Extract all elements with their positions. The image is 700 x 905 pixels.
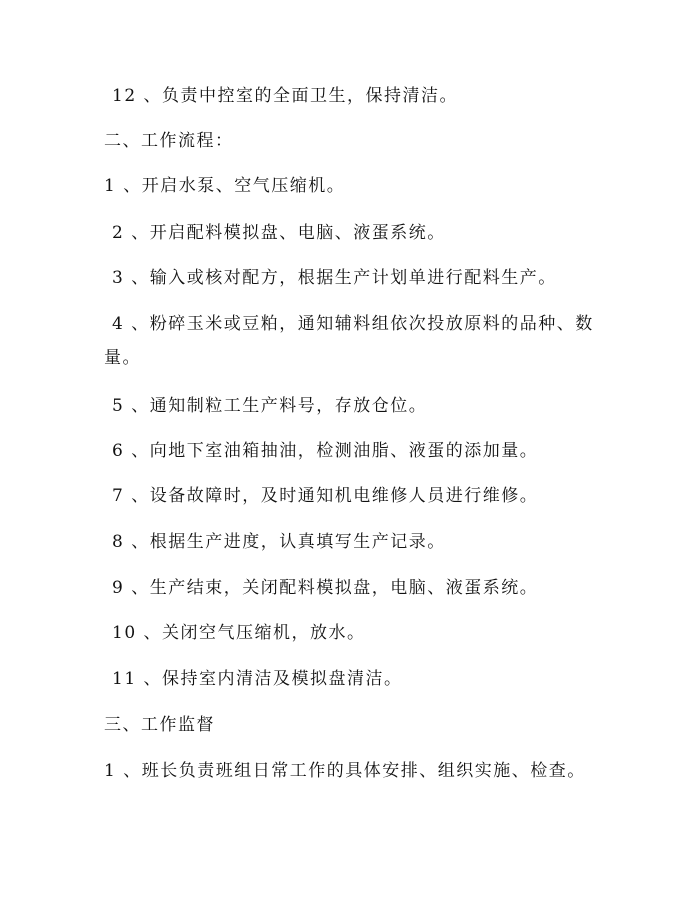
section-heading-supervision: 三、工作监督 bbox=[104, 715, 215, 735]
workflow-step-7: 7 、设备故障时，及时通知机电维修人员进行维修。 bbox=[112, 486, 539, 506]
workflow-step-10: 10 、关闭空气压缩机，放水。 bbox=[112, 623, 366, 643]
workflow-step-4: 4 、粉碎玉米或豆粕，通知辅料组依次投放原料的品种、数 bbox=[112, 314, 594, 334]
workflow-step-1: 1 、开启水泵、空气压缩机。 bbox=[104, 176, 346, 196]
workflow-step-9: 9 、生产结束，关闭配料模拟盘，电脑、液蛋系统。 bbox=[112, 578, 539, 598]
workflow-step-2: 2 、开启配料模拟盘、电脑、液蛋系统。 bbox=[112, 223, 446, 243]
workflow-step-11: 11 、保持室内清洁及模拟盘清洁。 bbox=[112, 669, 403, 689]
section-heading-workflow: 二、工作流程： bbox=[104, 131, 234, 151]
workflow-step-6: 6 、向地下室油箱抽油，检测油脂、液蛋的添加量。 bbox=[112, 441, 539, 461]
workflow-step-3: 3 、输入或核对配方，根据生产计划单进行配料生产。 bbox=[112, 268, 557, 288]
workflow-step-4-cont: 量。 bbox=[104, 348, 141, 368]
workflow-step-5: 5 、通知制粒工生产料号，存放仓位。 bbox=[112, 396, 428, 416]
duty-item-12: 12 、负责中控室的全面卫生，保持清洁。 bbox=[112, 86, 459, 106]
supervision-item-1: 1 、班长负责班组日常工作的具体安排、组织实施、检查。 bbox=[104, 761, 586, 781]
workflow-step-8: 8 、根据生产进度，认真填写生产记录。 bbox=[112, 532, 446, 552]
